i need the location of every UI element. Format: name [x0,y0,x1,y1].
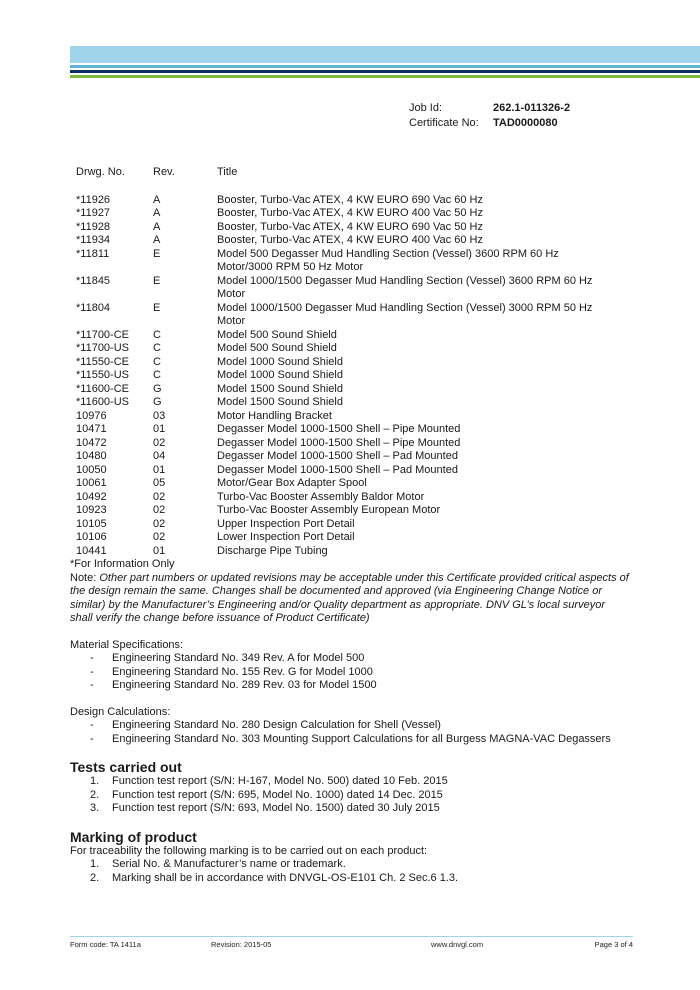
title-cell: Motor Handling Bracket [217,409,332,422]
drawing-number-cell: 10061 [76,477,107,489]
revision-cell: G [153,396,162,408]
material-specs-label: Material Specifications: [70,638,184,651]
drawing-number-cell: 10472 [76,436,107,449]
title-cell: Booster, Turbo-Vac ATEX, 4 KW EURO 690 Vac 60 Hz [217,193,483,206]
revision-cell: 01 [153,544,166,557]
revision-cell: 05 [153,477,166,489]
drawing-number-cell: *11804 [76,301,111,314]
list-item: 2. Marking shall be in accordance with DNVGL-OS-E101 Ch. 2 Sec.6 1.3. [90,871,459,884]
title-cell: Model 500 Sound Shield [217,328,337,341]
marking-heading: Marking of product [70,828,197,845]
table-row [76,423,617,437]
table-row [76,450,617,464]
list-item: - Engineering Standard No. 349 Rev. A for Model 500 [90,652,365,664]
drawing-number-cell: *11926 [76,193,111,206]
revision-cell: C [153,369,161,381]
table-row [76,248,617,275]
revision-cell: C [153,328,161,341]
revision-cell: 02 [153,504,166,516]
revision-cell: G [153,382,162,395]
revision-cell: A [153,207,161,219]
title-cell: Discharge Pipe Tubing [217,544,328,557]
revision-cell: A [153,193,161,206]
revision-cell: 02 [153,531,166,543]
job-id-label: Job Id: [409,102,443,114]
table-row [76,383,617,397]
header-band-light [70,46,700,63]
table-row [76,437,617,451]
title-cell: Turbo-Vac Booster Assembly European Motor [217,504,441,516]
table-row [76,329,617,343]
table-row [76,194,617,208]
drawing-number-cell: *11934 [76,234,111,246]
drawing-number-cell: *11928 [76,220,111,233]
table-row [76,504,617,518]
table-row [76,464,617,478]
footer-form-code: Form code: TA 1411a [70,940,141,949]
drawing-number-cell: 10471 [76,423,107,435]
note-text: Other part numbers or updated revisions may be acceptable under this Certificate provided critical aspects of the design remain the same. Changes shall be documented and approved (via Engineering Change Notice or similar) by the Manufacturer’s Engineering and/or Quality department as appropriate. DNV GL’s local surveyor shall verify the change before issuance of Product Certificate) [70,571,629,624]
drawing-number-cell: *11550-US [76,369,129,381]
revision-cell: E [153,247,161,260]
drawing-number-cell: 10923 [76,504,107,516]
footer-divider [70,936,633,937]
table-row [76,477,617,491]
title-cell: Model 1000 Sound Shield [217,369,343,381]
document-body [70,166,630,885]
drawing-number-cell: 10105 [76,517,107,530]
table-row [76,518,617,532]
drawing-number-cell: *11600-CE [76,382,129,395]
table-row [76,342,617,356]
table-row [76,491,617,505]
drawing-number-cell: 10106 [76,531,107,543]
list-item: - Engineering Standard No. 289 Rev. 03 for Model 1500 [90,679,377,691]
tests-list [70,775,630,816]
drawing-number-cell: *11700-US [76,342,129,354]
certificate-label: Certificate No: [409,117,479,129]
drawing-number-cell: 10492 [76,490,107,503]
title-cell: Degasser Model 1000-1500 Shell – Pipe Mounted [217,423,461,435]
revision-cell: 02 [153,490,166,503]
revision-cell: E [153,274,161,287]
design-calcs-list [70,719,630,746]
title-cell: Motor/Gear Box Adapter Spool [217,477,367,489]
job-id-value: 262.1-011326-2 [493,102,571,114]
title-cell: Booster, Turbo-Vac ATEX, 4 KW EURO 400 Vac 50 Hz [217,207,483,219]
marking-list [70,858,630,885]
title-cell: Lower Inspection Port Detail [217,531,355,543]
list-item: - Engineering Standard No. 280 Design Calculation for Shell (Vessel) [90,719,441,731]
list-item: 3. Function test report (S/N: 693, Model No. 1500) dated 30 July 2015 [90,802,440,814]
title-cell: Model 1000 Sound Shield [217,355,343,368]
footer-page-number: Page 3 of 4 [594,940,633,949]
drawing-number-cell: *11700-CE [76,328,129,341]
list-item: 2. Function test report (S/N: 695, Model No. 1000) dated 14 Dec. 2015 [90,788,443,801]
revision-cell: C [153,355,161,368]
drawings-header-row [76,166,617,194]
list-item: 1. Serial No. & Manufacturer’s name or trademark. [90,858,346,870]
revision-cell: 01 [153,423,166,435]
table-row [76,356,617,370]
revision-cell: E [153,301,161,314]
revision-cell: 02 [153,517,166,530]
title-cell: Booster, Turbo-Vac ATEX, 4 KW EURO 400 Vac 60 Hz [217,234,483,246]
revision-cell: A [153,234,161,246]
header-band-mid [70,65,700,68]
title-cell: Model 1500 Sound Shield [217,382,343,395]
table-row [76,207,617,221]
revision-cell: 03 [153,409,166,422]
note-label: Note: [70,571,97,584]
title-cell: Degasser Model 1000-1500 Shell – Pad Mounted [217,450,458,462]
table-row [76,221,617,235]
note-paragraph [70,572,630,626]
revision-cell: 02 [153,436,166,449]
header-band-dark [70,70,700,73]
title-cell: Model 1000/1500 Degasser Mud Handling Section (Vessel) 3600 RPM 60 Hz Motor [217,274,593,300]
header-band-green [70,75,700,78]
footer-website: www.dnvgl.com [431,940,484,949]
footer-revision: Revision: 2015-05 [211,940,272,949]
drawing-number-cell: *11600-US [76,396,129,408]
table-row [76,234,617,248]
title-cell: Model 1500 Sound Shield [217,396,343,408]
design-calcs-label: Design Calculations: [70,705,171,718]
drawing-number-cell: *11845 [76,274,111,287]
revision-cell: C [153,342,161,354]
title-cell: Turbo-Vac Booster Assembly Baldor Motor [217,490,425,503]
column-header-rev: Rev. [153,166,175,178]
title-cell: Degasser Model 1000-1500 Shell – Pipe Mounted [217,436,461,449]
revision-cell: 04 [153,450,166,462]
list-item: - Engineering Standard No. 155 Rev. G for Model 1000 [90,665,373,678]
certificate-value: TAD0000080 [493,117,558,129]
drawing-number-cell: 10441 [76,544,107,557]
marking-intro: For traceability the following marking is to be carried out on each product: [70,844,428,857]
drawings-table [76,166,617,558]
title-cell: Upper Inspection Port Detail [217,517,355,530]
drawing-number-cell: *11927 [76,207,111,219]
drawing-number-cell: *11811 [76,247,110,260]
column-header-drwg: Drwg. No. [76,166,125,178]
tests-heading: Tests carried out [70,759,182,775]
job-info [409,101,570,131]
list-item: 1. Function test report (S/N: H-167, Model No. 500) dated 10 Feb. 2015 [90,775,448,787]
title-cell: Model 500 Degasser Mud Handling Section (Vessel) 3600 RPM 60 Hz Motor/3000 RPM 50 Hz Motor [217,247,559,273]
column-header-title: Title [217,166,238,178]
table-row [76,302,617,329]
table-row [76,531,617,545]
title-cell: Model 500 Sound Shield [217,342,337,354]
title-cell: Booster, Turbo-Vac ATEX, 4 KW EURO 690 Vac 50 Hz [217,220,483,233]
drawing-number-cell: 10976 [76,409,107,422]
list-item: - Engineering Standard No. 303 Mounting Support Calculations for all Burgess MAGNA-VAC Degassers [90,732,611,745]
drawing-number-cell: 10050 [76,463,107,476]
revision-cell: 01 [153,463,166,476]
info-only-footnote: *For Information Only [70,558,175,570]
table-row [76,396,617,410]
material-specs-list [70,652,630,693]
drawing-number-cell: *11550-CE [76,355,129,368]
title-cell: Degasser Model 1000-1500 Shell – Pad Mounted [217,463,458,476]
table-row [76,410,617,424]
table-row [76,369,617,383]
table-row [76,545,617,559]
table-row [76,275,617,302]
title-cell: Model 1000/1500 Degasser Mud Handling Section (Vessel) 3000 RPM 50 Hz Motor [217,301,593,327]
drawing-number-cell: 10480 [76,450,107,462]
revision-cell: A [153,220,161,233]
